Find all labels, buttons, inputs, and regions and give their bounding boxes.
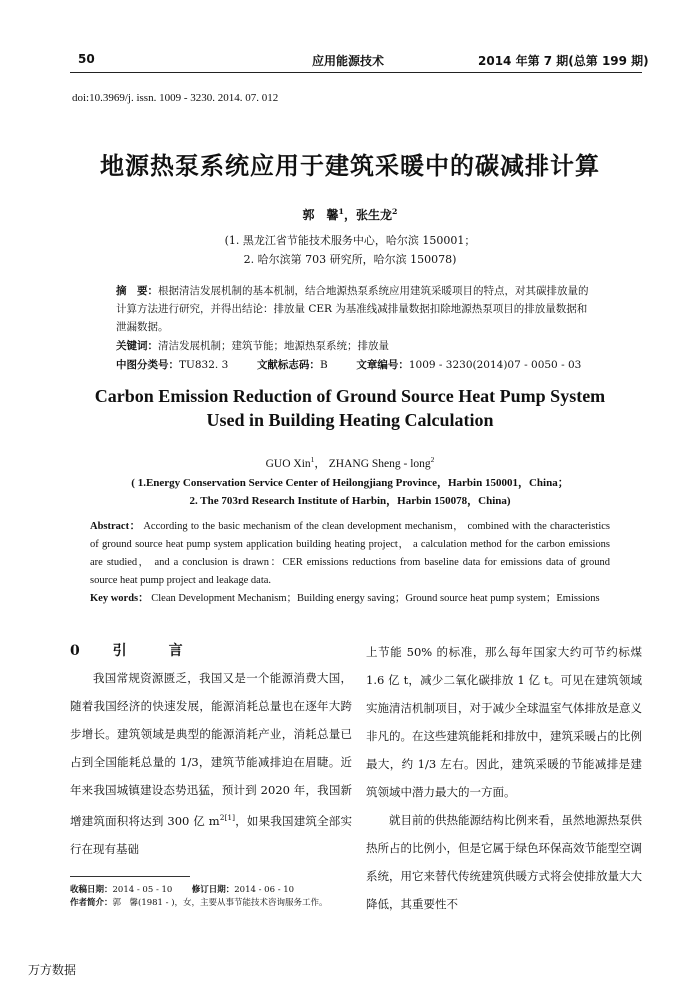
author-2-sup: 2 (392, 207, 398, 216)
footnote: 收稿日期：2014 - 05 - 10 修订日期：2014 - 06 - 10 作者简介：郭 馨(1981 - )，女，主要从事节能技术咨询服务工作。 (70, 885, 328, 908)
affiliation-en-1: ( 1.Energy Conservation Service Center of Heilongjiang Province，Harbin 150001，China； (131, 477, 569, 489)
author-2-en: ZHANG Sheng - long (328, 458, 431, 470)
body-right-column (366, 638, 642, 918)
revised-date: 2014 - 06 - 10 (234, 885, 295, 895)
section-title: 引 言 (112, 643, 197, 659)
abstract-en (90, 518, 610, 608)
abstract-zh (116, 282, 596, 336)
keywords-en-label: Key words： (90, 593, 149, 604)
doc-code-value: B (319, 359, 328, 371)
clc-value: TU832. 3 (179, 359, 229, 371)
header-rule (70, 72, 642, 73)
body-paragraph-2: 就目前的供热能源结构比例来看，虽然地源热泵供热所占的比例小，但是它属于绿色环保高效节能型空调系统，用它来替代传统建筑供暖方式将会使排放量大大降低，其重要性不 (366, 813, 642, 911)
abstract-en-label: Abstract： (90, 521, 141, 532)
journal-name: 应用能源技术 (312, 54, 385, 68)
doi[interactable]: doi:10.3969/j. issn. 1009 - 3230. 2014. 07. 012 (72, 92, 279, 104)
keywords-zh-text: 清洁发展机制；建筑节能；地源热泵系统；排放量 (158, 340, 389, 352)
section-number: 0 (70, 643, 94, 659)
authors-zh: 郭 馨$^1$，张生龙$^2$ (302, 207, 398, 222)
article-no-value: 1009 - 3230(2014)07 - 0050 - 03 (408, 359, 582, 371)
title-en-line-1: Carbon Emission Reduction of Ground Source Heat Pump System (94, 386, 606, 406)
affiliation-zh-2: 2. 哈尔滨第 703 研究所，哈尔滨 150078) (243, 253, 457, 266)
abstract-en-text: According to the basic mechanism of the clean development mechanism， combined with the characteristics of ground source heat pump system application building heating project， a calculation method for the carbon emissions are studied， and a conclusion is drawn：CER emissions reductions from baseline data for emissions data of ground source heat pump project and leakage data. (90, 521, 610, 586)
abstract-zh-label: 摘 要： (116, 285, 158, 297)
affiliation-en-2: 2. The 703rd Research Institute of Harbin，Harbin 150078，China) (189, 495, 511, 507)
keywords-en-text: Clean Development Mechanism；Building energy saving；Ground source heat pump system；Emissions (151, 593, 600, 604)
body-left-column (70, 664, 352, 863)
author-1-sup: 1 (338, 207, 344, 216)
keywords-zh (116, 338, 596, 353)
author-bio: 郭 馨(1981 - )，女，主要从事节能技术咨询服务工作。 (112, 898, 328, 908)
body-paragraph-1-cont: 上节能 50% 的标准，那么每年国家大约可节约标煤 1.6 亿 t，减少二氧化碳排放 1 亿 t。可见在建筑领域实施清洁机制项目，对于减少全球温室气体排放是意义非凡的。在这些建筑能耗和排放中，建筑采暖占的比例最大，约 1/3 左右。因此，建筑采暖的节能减排是建筑领域中潜力最大的一方面。 (366, 645, 642, 799)
page-number: 50 (78, 52, 95, 66)
abstract-zh-text: 根据清洁发展机制的基本机制，结合地源热泵系统应用建筑采暖项目的特点，对其碳排放量的计算方法进行研究，并得出结论：排放量 CER 为基准线减排量数据扣除地源热泵项目的排放量数据和泄漏数据。 (116, 285, 589, 333)
authors-en: GUO Xin$^1$， ZHANG Sheng - long$^2$ (265, 455, 435, 470)
footer-source: 万方数据 (28, 963, 77, 977)
title-en-line-2: Used in Building Heating Calculation (206, 410, 494, 430)
author-1-zh: 郭 馨 (302, 208, 339, 222)
footnote-rule (70, 876, 190, 877)
title-zh: 地源热泵系统应用于建筑采暖中的碳减排计算 (100, 151, 600, 180)
title-en (0, 384, 700, 432)
author-1-en: GUO Xin (265, 458, 311, 470)
keywords-zh-label: 关键词： (116, 340, 158, 352)
issue-info: 2014 年第 7 期(总第 199 期) (478, 54, 649, 68)
received-date: 2014 - 05 - 10 (112, 885, 173, 895)
section-heading (70, 640, 197, 660)
classification-line: 中图分类号：TU832. 3 文献标志码：B 文章编号：1009 - 3230(2014)07 - 0050 - 03 (116, 359, 582, 371)
affiliation-zh-1: (1. 黑龙江省节能技术服务中心，哈尔滨 150001； (224, 234, 476, 247)
body-paragraph-1: 我国常规资源匮乏，我国又是一个能源消费大国，随着我国经济的快速发展，能源消耗总量也在逐年大跨步增长。建筑领域是典型的能源消耗产业，消耗总量已占到全国能耗总量的 1/3，建筑节能减排迫在眉睫。近年来我国城镇建设态势迅猛，预计到 2020 年，我国新增建筑面积将达到 300 亿 $m^{2[1]}$，如果我国建筑全部实行在现有基础 (70, 671, 352, 856)
citation-1: 2[1] (219, 813, 236, 822)
author-2-zh: 张生龙 (356, 208, 393, 222)
